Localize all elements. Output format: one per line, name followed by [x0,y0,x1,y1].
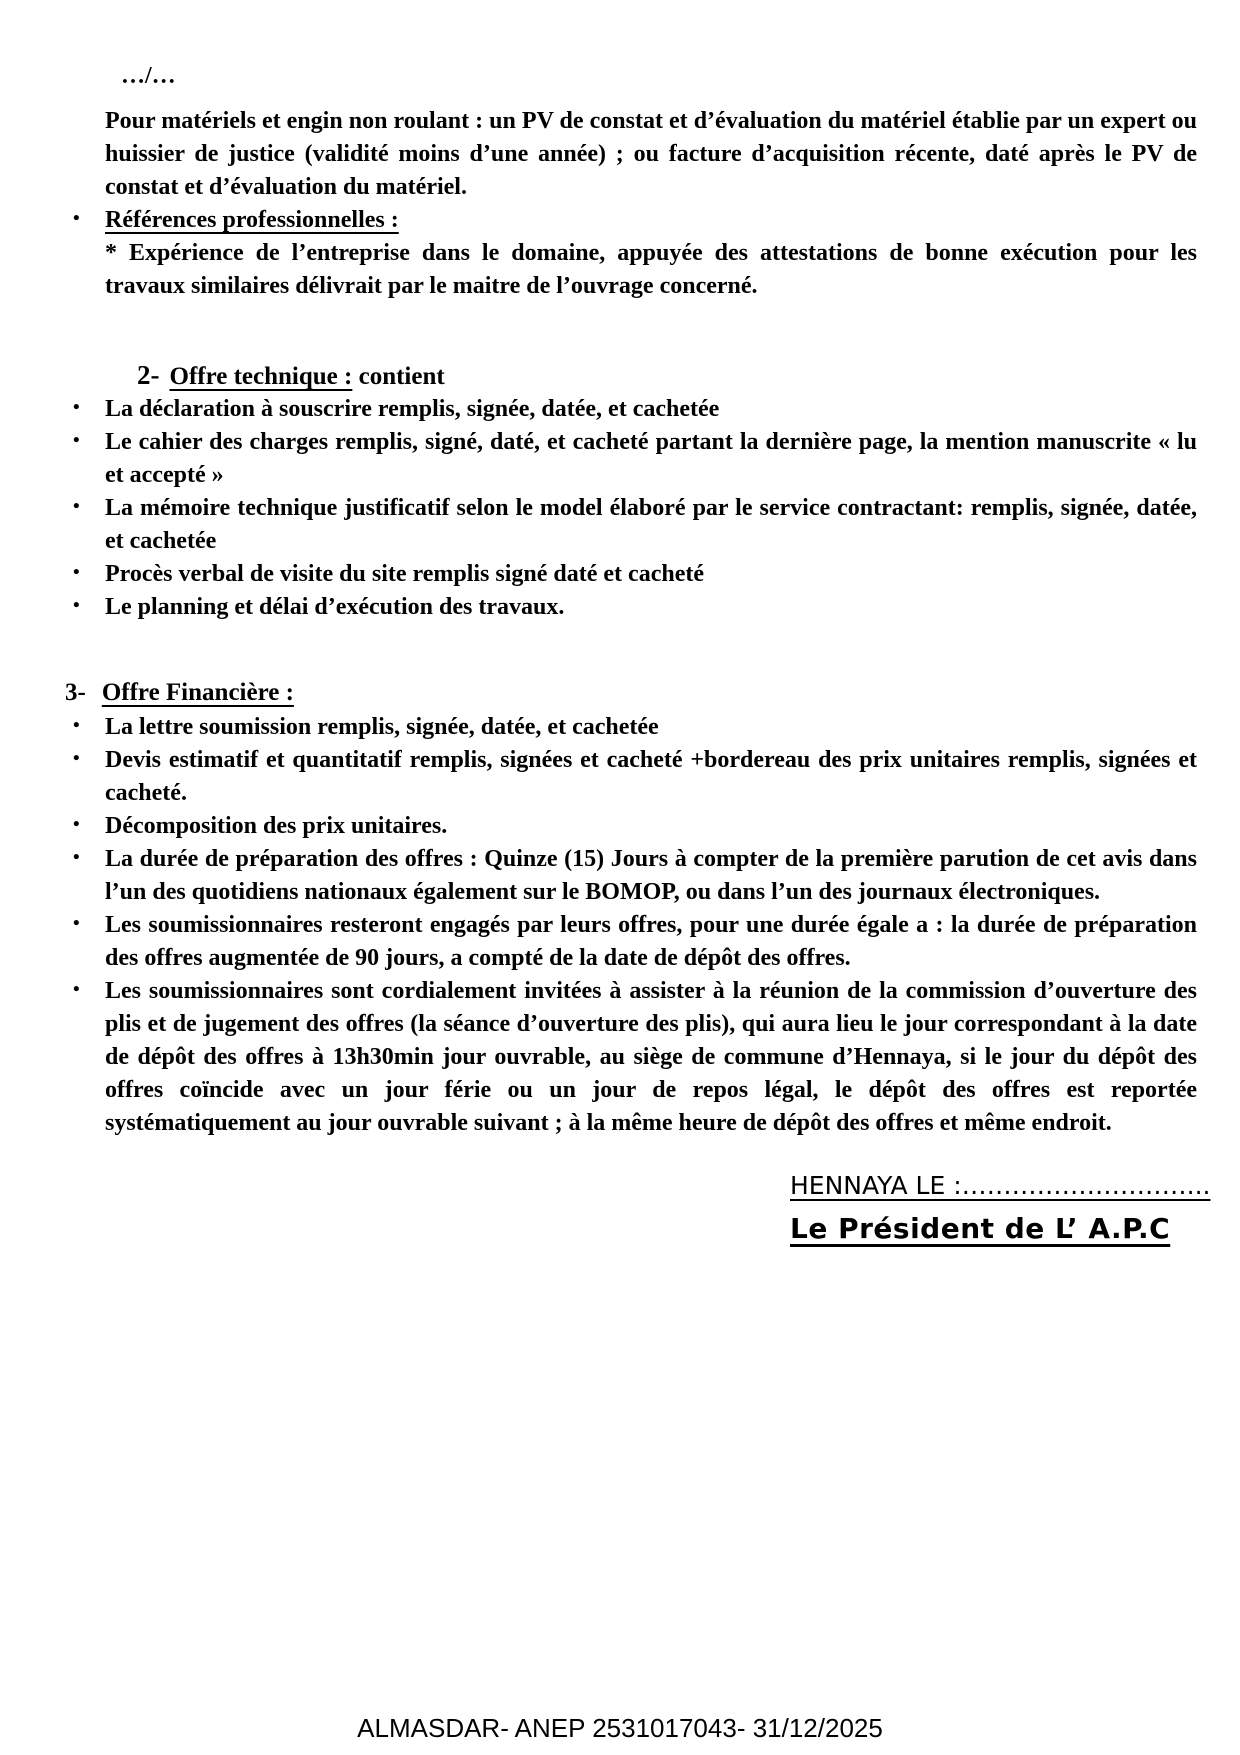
list-item-references [73,204,1197,237]
list-item-text: La mémoire technique justificatif selon le model élaboré par le service contractant: remplis, signée, datée, et cachetée [105,495,1197,554]
list-item [73,975,1197,1140]
bullet-icon: • [73,979,80,1000]
continuation-mark: …/… [121,63,176,89]
list-item-text: Les soumissionnaires sont cordialement invitées à assister à la réunion de la commission d’ouverture des plis et de jugement des offres (la séance d’ouverture des plis), qui aura lieu le jour correspondant à la date de dépôt des offres à 13h30min jour ouvrable, au siège de commune d’Hennaya, si le jour du dépôt des offres coïncide avec un jour férie ou un jour de repos légal, le dépôt des offres est reportée systématiquement au jour ouvrable suivant ; à la même heure de dépôt des offres et même endroit. [105,978,1197,1136]
list-item-text: La déclaration à souscrire remplis, signée, datée, et cachetée [105,396,720,422]
bullet-icon: • [73,430,80,451]
bullet-icon: • [73,208,80,229]
signature-place-date-line: HENNAYA LE :………………………... [790,1171,1211,1200]
bullet-icon: • [73,397,80,418]
list-item-text: Le cahier des charges remplis, signé, daté, et cacheté partant la dernière page, la mention manuscrite « lu et accepté » [105,429,1197,488]
technical-offer-title-suffix: contient [358,363,445,390]
list-item [73,591,1197,624]
list-item-text: Devis estimatif et quantitatif remplis, signées et cacheté +bordereau des prix unitaires remplis, signées et cacheté. [105,747,1197,806]
financial-offer-heading [65,676,1197,709]
financial-offer-list [73,711,1197,1140]
list-item-text: Les soumissionnaires resteront engagés par leurs offres, pour une durée égale a : la durée de préparation des offres augmentée de 90 jours, a compté de la date de dépôt des offres. [105,912,1197,971]
list-item [73,711,1197,744]
financial-offer-title: Offre Financière : [101,679,294,706]
bullet-icon: • [73,748,80,769]
list-item [73,744,1197,810]
technical-offer-title: Offre technique : [169,363,353,390]
technical-offer-list [73,393,1197,624]
bullet-icon: • [73,847,80,868]
bullet-icon: • [73,595,80,616]
list-item-text: La durée de préparation des offres : Quinze (15) Jours à compter de la première parution de cet avis dans l’un des quotidiens nationaux également sur le BOMOP, ou dans l’un des journaux électroniques. [105,846,1197,905]
signature-signatory-title: Le Président de L’ A.P.C [790,1212,1171,1245]
list-item [73,843,1197,909]
list-item [73,393,1197,426]
bullet-icon: • [73,913,80,934]
technical-offer-number: 2- [137,360,160,390]
list-item [73,426,1197,492]
technical-offer-heading [137,359,1197,393]
list-item-text: La lettre soumission remplis, signée, datée, et cachetée [105,714,659,740]
references-list [73,204,1197,237]
list-item-text: Décomposition des prix unitaires. [105,813,448,839]
references-detail: * Expérience de l’entreprise dans le domaine, appuyée des attestations de bonne exécution pour les travaux similaires délivrait par le maitre de l’ouvrage concerné. [105,240,1197,299]
materials-paragraph: Pour matériels et engin non roulant : un PV de constat et d’évaluation du matériel établie par un expert ou huissier de justice (validité moins d’une année) ; ou facture d’acquisition récente, daté après le PV de constat et d’évaluation du matériel. [105,108,1197,200]
bullet-icon: • [73,562,80,583]
list-item [73,558,1197,591]
list-item-text: Le planning et délai d’exécution des travaux. [105,594,565,620]
bullet-icon: • [73,496,80,517]
list-item [73,492,1197,558]
list-item [73,909,1197,975]
references-heading: Références professionnelles : [105,207,399,233]
publication-footer: ALMASDAR- ANEP 2531017043- 31/12/2025 [357,1713,883,1743]
list-item-text: Procès verbal de visite du site remplis signé daté et cacheté [105,561,704,587]
list-item [73,810,1197,843]
bullet-icon: • [73,814,80,835]
financial-offer-number: 3- [65,679,86,706]
bullet-icon: • [73,715,80,736]
signature-block [790,1166,1211,1252]
